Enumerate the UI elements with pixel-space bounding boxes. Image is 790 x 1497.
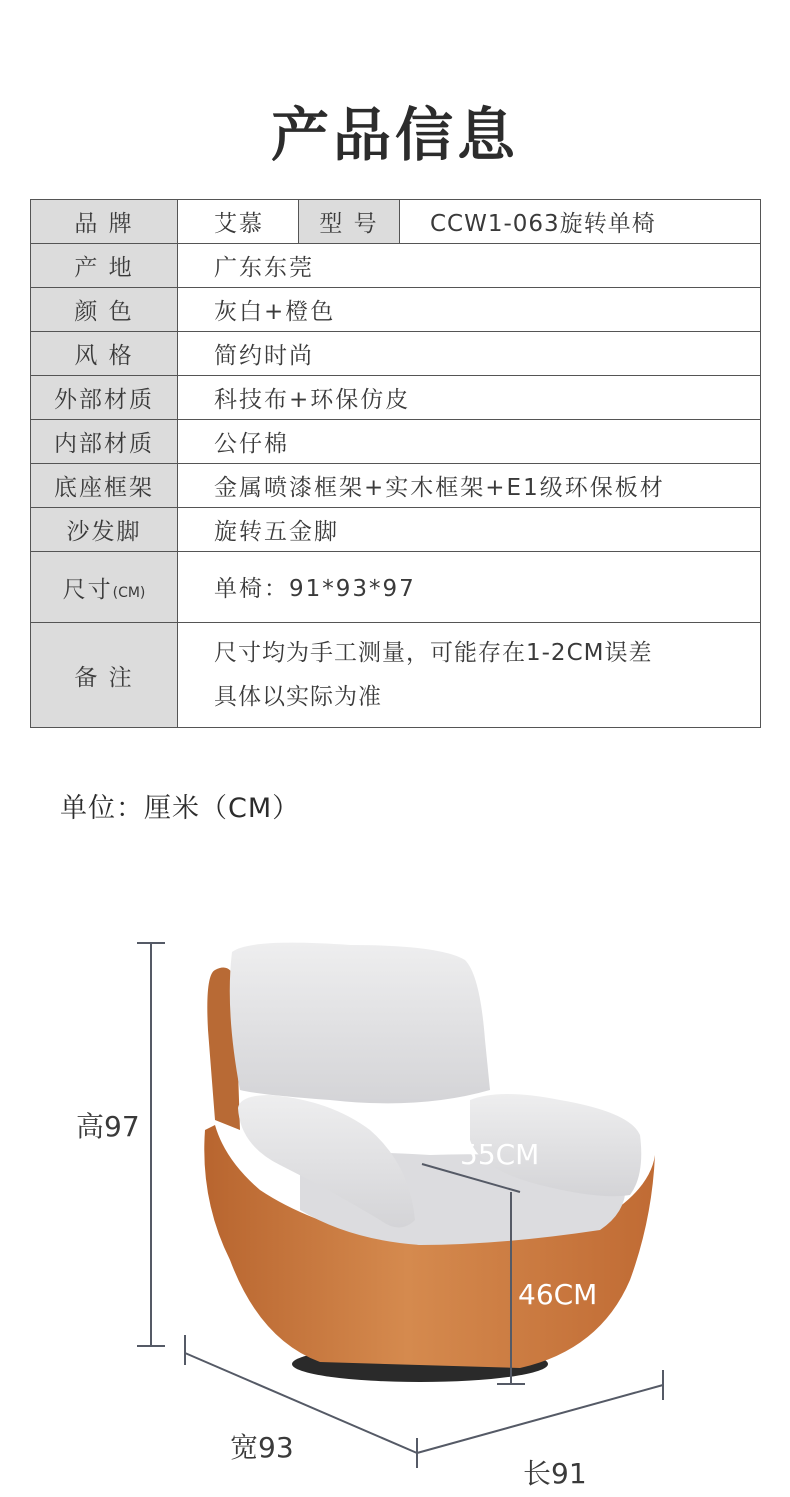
length-dimension-label: 长91 [523, 1457, 587, 1490]
chair-dimension-diagram [0, 900, 790, 1497]
table-row [31, 464, 761, 508]
model-label: 型 号 [299, 200, 400, 244]
origin-value: 广东东莞 [178, 244, 761, 288]
width-dimension-label: 宽93 [230, 1431, 294, 1464]
note-line: 具体以实际为准 [214, 684, 382, 710]
table-row [31, 288, 761, 332]
size-unit: (CM) [112, 584, 146, 601]
unit-label: 单位：厘米（CM） [60, 793, 301, 824]
table-row [31, 420, 761, 464]
seat-height-label: 46CM [518, 1278, 598, 1311]
base-frame-value: 金属喷漆框架+实木框架+E1级环保板材 [178, 464, 761, 508]
size-value: 单椅：91*93*97 [178, 552, 761, 623]
origin-label: 产 地 [31, 244, 178, 288]
page-title: 产品信息 [270, 101, 519, 169]
color-label: 颜 色 [31, 288, 178, 332]
table-row [31, 376, 761, 420]
style-value: 简约时尚 [178, 332, 761, 376]
backrest-cushion [230, 943, 490, 1104]
length-line [417, 1385, 663, 1453]
spec-table [30, 199, 761, 728]
foot-label: 沙发脚 [31, 508, 178, 552]
seat-depth-label: 55CM [460, 1138, 540, 1171]
model-value: CCW1-063旋转单椅 [400, 200, 761, 244]
outer-material-label: 外部材质 [31, 376, 178, 420]
brand-label: 品 牌 [31, 200, 178, 244]
inner-material-value: 公仔棉 [178, 420, 761, 464]
table-row [31, 244, 761, 288]
style-label: 风 格 [31, 332, 178, 376]
color-value: 灰白+橙色 [178, 288, 761, 332]
table-row [31, 332, 761, 376]
size-label: 尺寸 [62, 576, 113, 603]
table-row [31, 623, 761, 728]
inner-material-label: 内部材质 [31, 420, 178, 464]
brand-value: 艾慕 [178, 200, 299, 244]
note-line: 尺寸均为手工测量，可能存在1-2CM误差 [214, 640, 653, 666]
note-value [178, 623, 761, 728]
table-row [31, 508, 761, 552]
foot-value: 旋转五金脚 [178, 508, 761, 552]
table-row [31, 200, 761, 244]
size-label-cell [31, 552, 178, 623]
height-dimension-label: 高97 [76, 1110, 140, 1143]
base-frame-label: 底座框架 [31, 464, 178, 508]
note-label: 备 注 [31, 623, 178, 728]
table-row [31, 552, 761, 623]
outer-material-value: 科技布+环保仿皮 [178, 376, 761, 420]
